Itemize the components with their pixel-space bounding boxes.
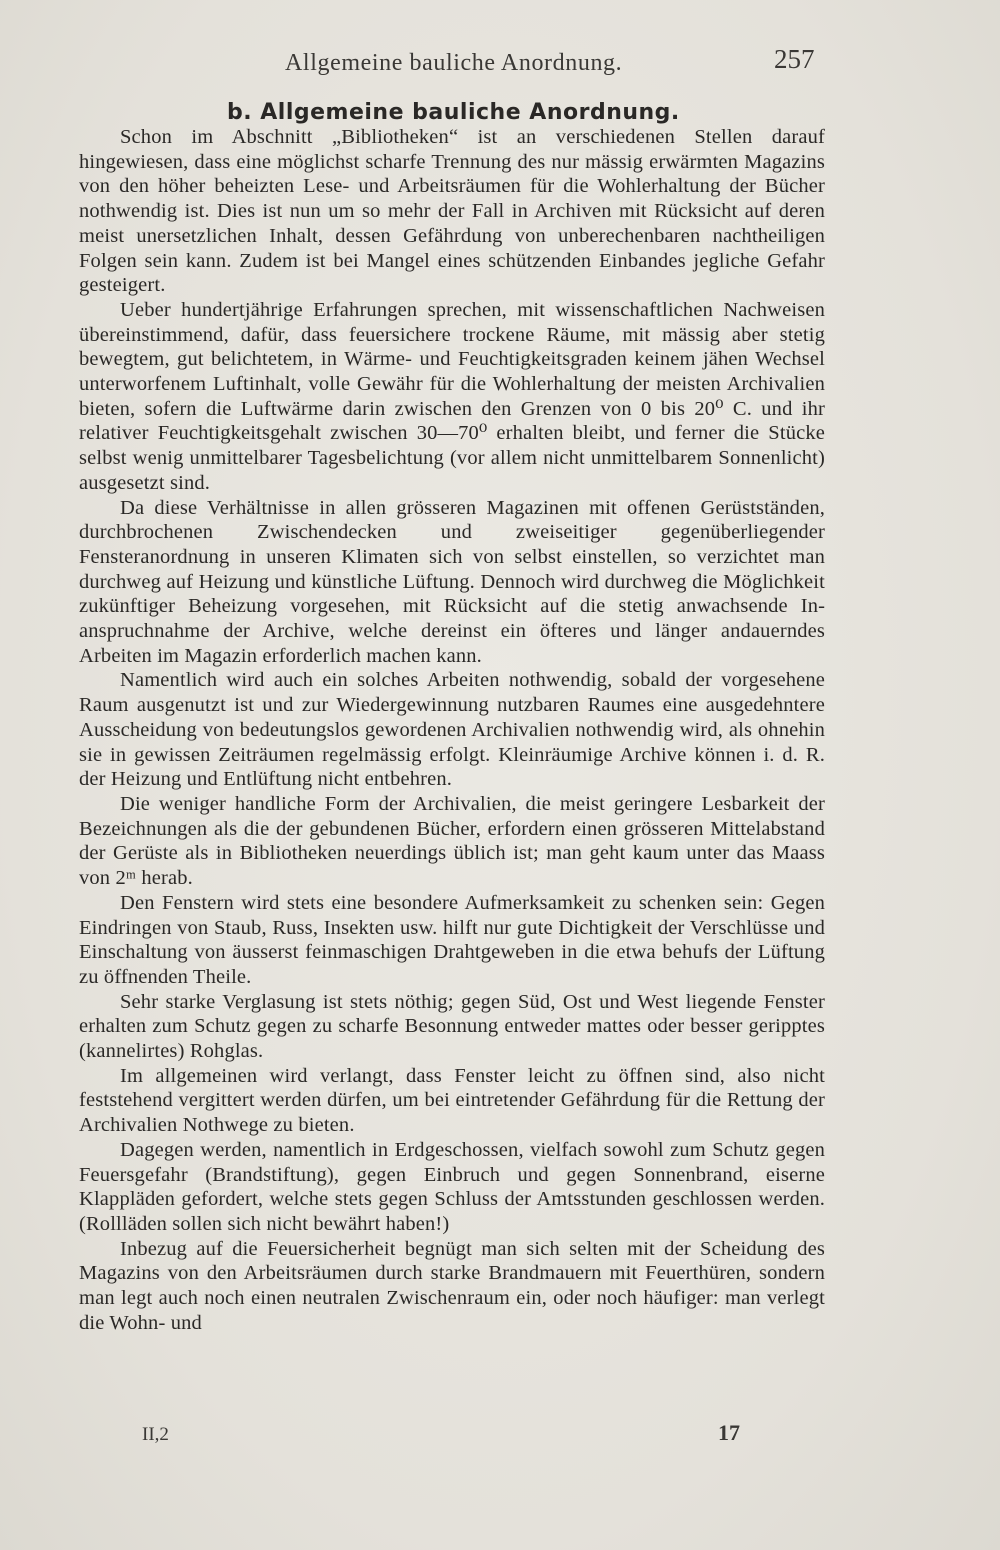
paragraph: Den Fenstern wird stets eine besondere Aufmerksamkeit zu schenken sein: Gegen Eindringen von Staub, Russ, Insekten usw. hilft nur gute Dichtigkeit der Verschlüsse und Einschaltung von äusserst feinmaschigen Drahtgeweben in die etwa behufs der Lüftung zu öffnenden Theile. [79,891,825,988]
page-number: 257 [774,44,815,74]
paragraph: Die weniger handliche Form der Archivalien, die meist geringere Lesbarkeit der Bezeichnungen als die der gebundenen Bücher, erfordern einen grösseren Mittelabstand der Gerüste als in Bibliotheken neuerdings üblich ist; man geht kaum unter das Maass von 2ᵐ herab. [79,792,825,890]
paragraph: Sehr starke Verglasung ist stets nöthig; gegen Süd, Ost und West liegende Fenster erhalten zum Schutz gegen zu scharfe Besonnung entweder mattes oder besser geripptes (kannelirtes) Rohglas. [79,990,825,1063]
signature-mark: II,2 [142,1424,169,1445]
paragraph: Da diese Verhältnisse in allen grösseren Magazinen mit offenen Gerüstständen, durchbrochenen Zwischendecken und zweiseitiger gegenüberliegender Fensteranordnung in unseren Klimaten sich von selbst einstellen, so verzichtet man durchweg auf Heizung und künstliche Lüftung. Dennoch wird durchweg die Möglichkeit zukünftiger Beheizung vorgesehen, mit Rücksicht auf die stetig anwachsende Inanspruchnahme der Archive, welche dereinst ein öfteres und länger andauerndes Arbeiten im Magazin erforderlich machen kann. [79,496,825,667]
section-title: b. Allgemeine bauliche Anordnung. [227,100,680,125]
body-text [79,125,825,1335]
paragraph: Namentlich wird auch ein solches Arbeiten nothwendig, sobald der vorgesehene Raum ausgenutzt ist und zur Wiedergewinnung nutzbaren Raumes eine ausgedehntere Ausscheidung von bedeutungslos gewordenen Archivalien nothwendig wird, als ohnehin sie in gewissen Zeiträumen regelmässig erfolgt. Kleinräumige Archive können i. d. R. der Heizung und Entlüftung nicht entbehren. [79,669,825,791]
paragraph: Dagegen werden, namentlich in Erdgeschossen, vielfach sowohl zum Schutz gegen Feuersgefahr (Brandstiftung), gegen Einbruch und gegen Sonnenbrand, eiserne Klappläden gefordert, welche stets gegen Schluss der Amtsstunden geschlossen werden. (Rollläden sollen sich nicht bewährt haben!) [79,1138,825,1235]
sheet-number: 17 [718,1420,740,1445]
paragraph: Inbezug auf die Feuersicherheit begnügt man sich selten mit der Scheidung des Magazins von den Arbeitsräumen durch starke Brandmauern mit Feuerthüren, sondern man legt auch noch einen neutralen Zwischenraum ein, oder noch häufiger: man verlegt die Wohn- und [79,1237,825,1334]
paragraph: Ueber hundertjährige Erfahrungen sprechen, mit wissenschaftlichen Nachweisen übereinstimmend, dafür, dass feuersichere trockene Räume, mit mässig aber stetig bewegtem, gut belichtetem, in Wärme- und Feuchtigkeitsgraden keinem jähen Wechsel unterworfenem Luftinhalt, volle Gewähr für die Wohlerhaltung der meisten Archivalien bieten, sofern die Luftwärme darin zwischen den Grenzen von 0 bis 20⁰ C. und ihr relativer Feuchtigkeitsgehalt zwischen 30—70⁰ erhalten bleibt, und ferner die Stücke selbst wenig unmittelbarer Tagesbelichtung (vor allem nicht unmittelbarem Sonnenlicht) ausgesetzt sind. [79,298,825,494]
running-title: Allgemeine bauliche Anordnung. [285,50,623,76]
paragraph: Im allgemeinen wird verlangt, dass Fenster leicht zu öffnen sind, also nicht feststehend vergittert werden dürfen, um bei eintretender Gefährdung für die Rettung der Archivalien Nothwege zu bieten. [79,1064,825,1137]
paragraph: Schon im Abschnitt „Bibliotheken“ ist an verschiedenen Stellen darauf hingewiesen, dass eine möglichst scharfe Trennung des nur mässig erwärmten Magazins von den höher beheizten Lese- und Arbeitsräumen für die Wohlerhaltung der Bücher nothwendig ist. Dies ist nun um so mehr der Fall in Archiven mit Rücksicht auf deren meist unersetzlichen Inhalt, dessen Gefährdung von unberechenbaren nachtheiligen Folgen sein kann. Zudem ist bei Mangel eines schützenden Einbandes jegliche Gefahr gesteigert. [79,126,825,297]
